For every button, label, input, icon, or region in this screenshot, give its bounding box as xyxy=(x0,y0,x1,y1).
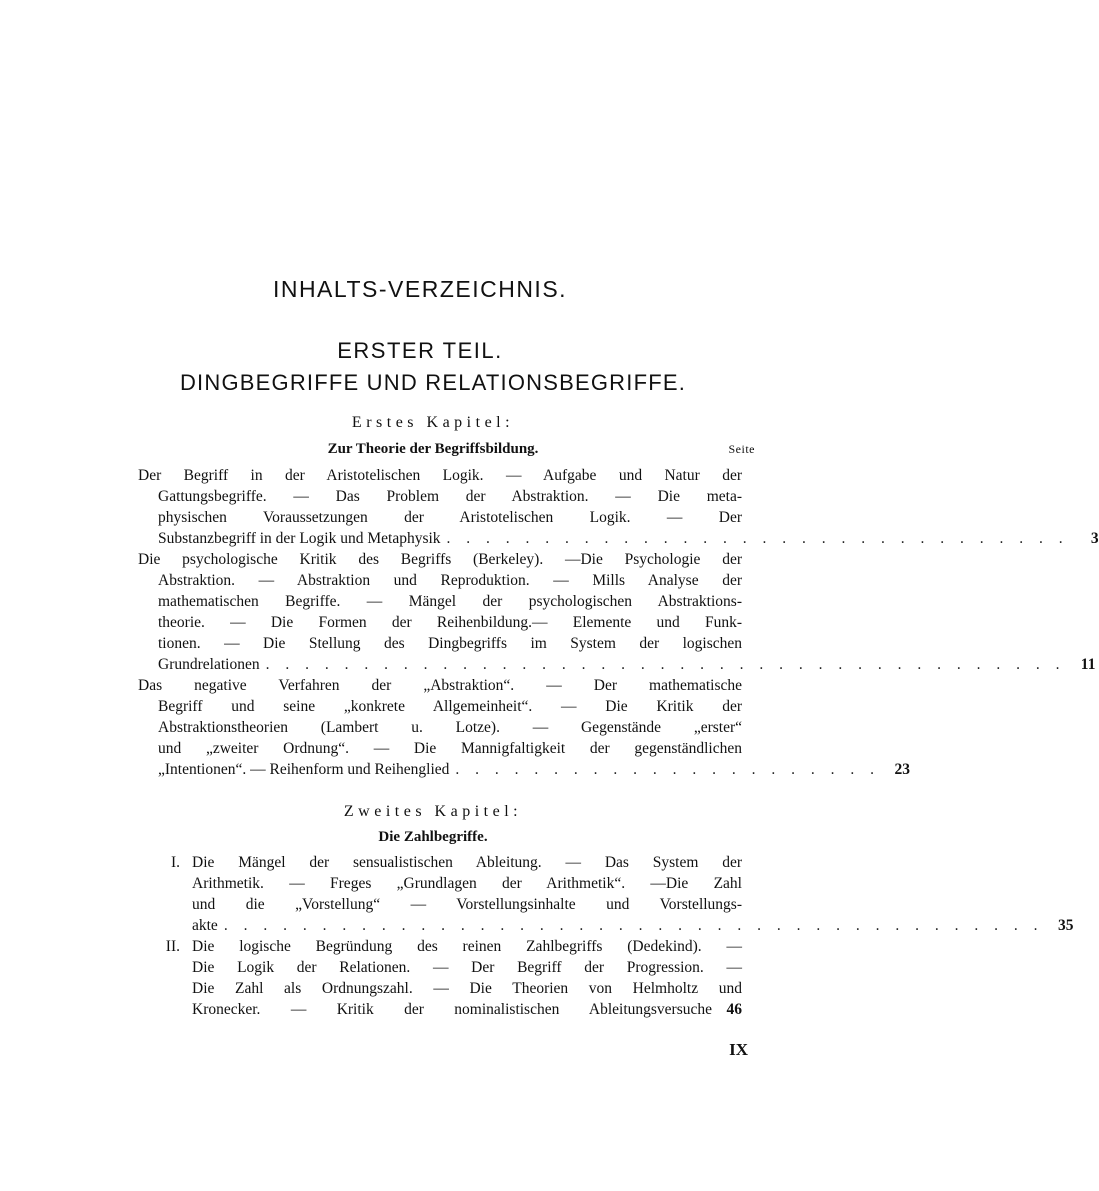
toc-line: und die „Vorstellung“ — Vorstellungsinhalte und Vorstellungs- xyxy=(192,896,742,913)
toc-entry xyxy=(192,852,1074,936)
toc-entry xyxy=(138,465,1099,549)
toc-line: Die Zahl als Ordnungszahl. — Die Theorien von Helmholtz und xyxy=(192,980,742,997)
toc-line: Der Begriff in der Aristotelischen Logik. — Aufgabe und Natur der xyxy=(138,467,742,484)
part-subtitle: DINGBEGRIFFE UND RELATIONSBEGRIFFE. xyxy=(179,370,687,395)
chapter-title-2: Die Zahlbegriffe. xyxy=(378,829,488,845)
leader-dots: . . . . . . . . . . . . . . . . . . . . . . . . . . . . . . . . . . . . . . . . . xyxy=(265,656,1066,673)
toc-line: theorie. — Die Formen der Reihenbildung.— Elemente und Funk- xyxy=(158,614,742,631)
chapter-title-1: Zur Theorie der Begriffsbildung. xyxy=(327,441,539,457)
leader-dots: . . . . . . . . . . . . . . . . . . . . . . xyxy=(455,761,881,778)
toc-line: physischen Voraussetzungen der Aristotelischen Logik. — Der xyxy=(158,509,742,526)
toc-line: Die Logik der Relationen. — Der Begriff der Progression. — xyxy=(192,959,742,976)
page-number: 23 xyxy=(894,761,911,778)
toc-line: mathematischen Begriffe. — Mängel der psychologischen Abstraktions- xyxy=(158,593,742,610)
toc-line: Substanzbegriff in der Logik und Metaphysik . . . . . . . . . . . . . . . . . . . . . . . . . . . . . . . . 3 xyxy=(158,530,1099,547)
page-number: 35 xyxy=(1057,917,1074,934)
toc-entry xyxy=(192,936,742,1020)
section-numeral: I. xyxy=(170,854,180,871)
toc-line: Kronecker. — Kritik der nominalistischen Ableitungsversuche 46 xyxy=(192,1001,742,1018)
toc-line: „Intentionen“. — Reihenform und Reihenglied . . . . . . . . . . . . . . . . . . . . . . 23 xyxy=(158,761,911,778)
toc-line: Grundrelationen . . . . . . . . . . . . . . . . . . . . . . . . . . . . . . . . . . . . . . . . . 11 xyxy=(158,656,1096,673)
chapter-label-2: Zweites Kapitel: xyxy=(343,803,523,820)
page-column-label: Seite xyxy=(728,442,755,456)
leader-dots: . . . . . . . . . . . . . . . . . . . . . . . . . . . . . . . . . . . . . . . . . . xyxy=(223,917,1044,934)
toc-entry xyxy=(138,675,911,780)
toc-line: Die psychologische Kritik des Begriffs (Berkeley). —Die Psychologie der xyxy=(138,551,742,568)
chapter-label-1: Erstes Kapitel: xyxy=(351,414,515,431)
toc-line: Arithmetik. — Freges „Grundlagen der Arithmetik“. —Die Zahl xyxy=(192,875,742,892)
toc-line: Abstraktion. — Abstraktion und Reproduktion. — Mills Analyse der xyxy=(158,572,742,589)
toc-line: Abstraktionstheorien (Lambert u. Lotze). — Gegenstände „erster“ xyxy=(158,719,742,736)
page-folio: IX xyxy=(729,1040,748,1059)
part-title: ERSTER TEIL. xyxy=(337,338,503,363)
toc-line: Gattungsbegriffe. — Das Problem der Abstraktion. — Die meta- xyxy=(158,488,742,505)
toc-line: Die logische Begründung des reinen Zahlbegriffs (Dedekind). — xyxy=(192,938,742,955)
toc-line: Das negative Verfahren der „Abstraktion“. — Der mathematische xyxy=(138,677,742,694)
section-numeral: II. xyxy=(165,938,180,955)
page-number: 3 xyxy=(1090,530,1099,547)
page-number: 46 xyxy=(726,1001,742,1018)
page-title: INHALTS-VERZEICHNIS. xyxy=(272,276,568,302)
toc-line: tionen. — Die Stellung des Dingbegriffs im System der logischen xyxy=(158,635,742,652)
toc-line: akte . . . . . . . . . . . . . . . . . . . . . . . . . . . . . . . . . . . . . . . . . . 35 xyxy=(192,917,1074,934)
toc-entry xyxy=(138,549,1096,675)
toc-line: Begriff und seine „konkrete Allgemeinheit“. — Die Kritik der xyxy=(158,698,742,715)
toc-line: und „zweiter Ordnung“. — Die Mannigfaltigkeit der gegenständlichen xyxy=(158,740,742,757)
page-number: 11 xyxy=(1080,656,1096,673)
toc-line: Die Mängel der sensualistischen Ableitung. — Das System der xyxy=(192,854,742,871)
leader-dots: . . . . . . . . . . . . . . . . . . . . . . . . . . . . . . . . xyxy=(446,530,1069,547)
